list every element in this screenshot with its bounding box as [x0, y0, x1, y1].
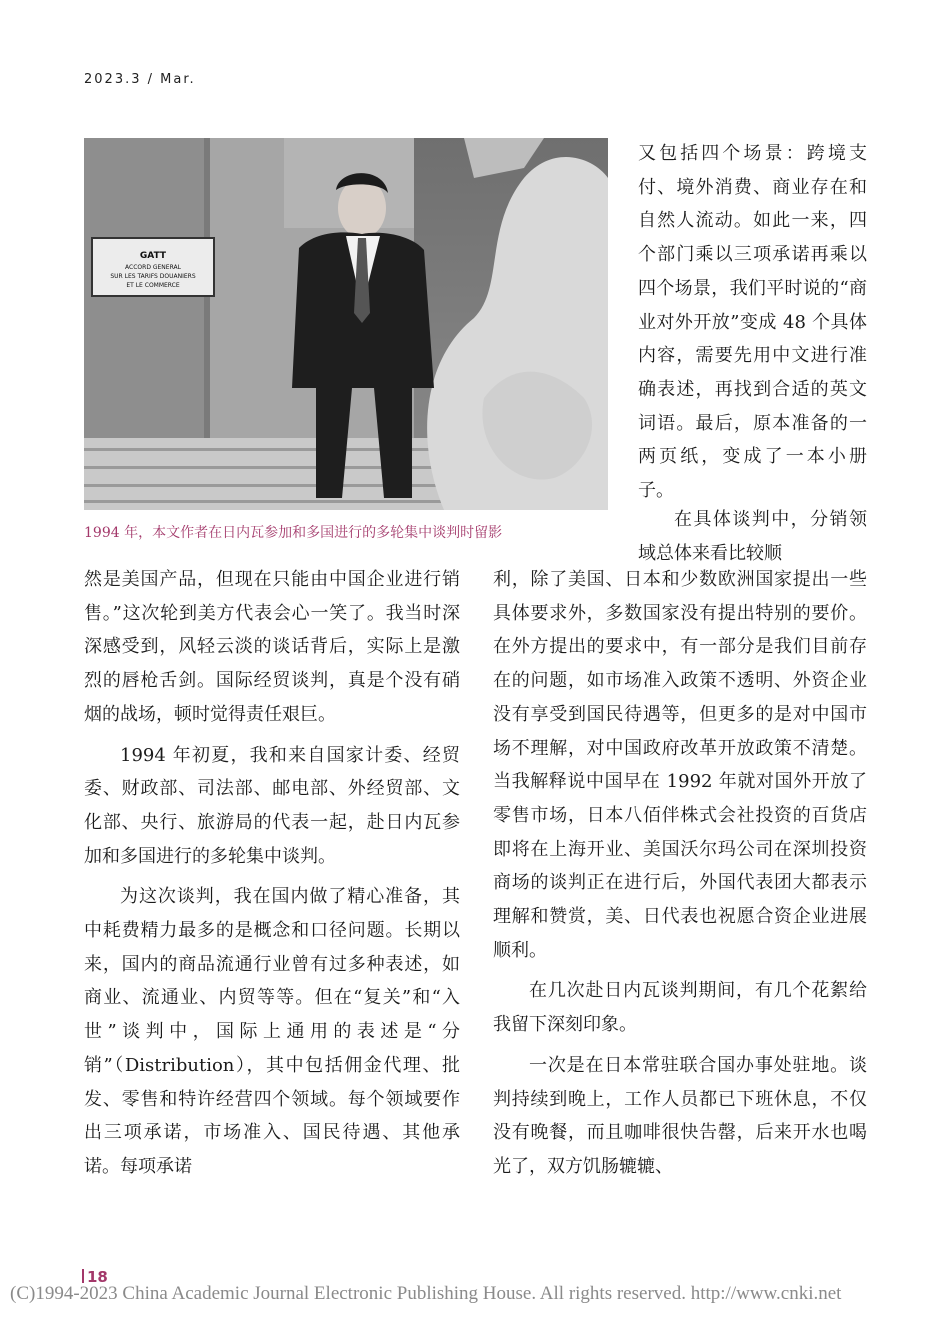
sign-line-3: SUR LES TARIFS DOUANIERS — [110, 273, 196, 280]
issue-date: 2023.3 / Mar. — [84, 72, 196, 87]
column-top-right-continued — [638, 503, 867, 570]
copyright-footer: (C)1994-2023 China Academic Journal Electronic Publishing House. All rights reserved. http://www.cnki.net — [10, 1283, 842, 1304]
column-left — [84, 563, 460, 1184]
paragraph: 在几次赴日内瓦谈判期间，有几个花絮给我留下深刻印象。 — [493, 980, 867, 1036]
sign-line-1: GATT — [139, 251, 167, 261]
paragraph: 一次是在日本常驻联合国办事处驻地。谈判持续到晚上，工作人员都已下班休息，不仅没有晚餐，而且咖啡很快告罄，后来开水也喝光了，双方饥肠辘辘、 — [493, 1054, 867, 1177]
column-top-right — [638, 137, 867, 508]
sign-line-2: ACCORD GENERAL — [125, 264, 181, 271]
paragraph: 然是美国产品，但现在只能由中国企业进行销售。”这次轮到美方代表会心一笑了。我当时深深感受到，风轻云淡的谈话背后，实际上是激烈的唇枪舌剑。国际经贸谈判，真是个没有硝烟的战场，顿时觉得责任艰巨。 — [84, 569, 460, 725]
paragraph: 在具体谈判中，分销领域总体来看比较顺 — [638, 509, 867, 564]
paragraph: 又包括四个场景：跨境支付、境外消费、商业存在和自然人流动。如此一来，四个部门乘以三项承诺再乘以四个场景，我们平时说的“商业对外开放”变成 48 个具体内容，需要先用中文进行准确表述，再找到合适的英文词语。最后，原本准备的一两页纸，变成了一本小册子。 — [638, 143, 867, 502]
column-right — [493, 563, 867, 1184]
page-number-text: 18 — [87, 1268, 108, 1286]
page-number-bar — [82, 1269, 84, 1283]
photo-caption: 1994 年，本文作者在日内瓦参加和多国进行的多轮集中谈判时留影 — [84, 525, 503, 541]
author-photo — [84, 138, 608, 510]
paragraph: 1994 年初夏，我和来自国家计委、经贸委、财政部、司法部、邮电部、外经贸部、文化部、央行、旅游局的代表一起，赴日内瓦参加和多国进行的多轮集中谈判。 — [84, 744, 460, 867]
sign-line-4: ET LE COMMERCE — [126, 282, 180, 289]
photo-illustration — [84, 138, 608, 510]
paragraph: 为这次谈判，我在国内做了精心准备，其中耗费精力最多的是概念和口径问题。长期以来，国内的商品流通行业曾有过多种表述，如商业、流通业、内贸等等。但在“复关”和“入世”谈判中，国际上通用的表述是“分销”（Distribution），其中包括佣金代理、批发、零售和特许经营四个领域。每个领域要作出三项承诺，市场准入、国民待遇、其他承诺。每项承诺 — [84, 886, 460, 1177]
paragraph: 利，除了美国、日本和少数欧洲国家提出一些具体要求外，多数国家没有提出特别的要价。在外方提出的要求中，有一部分是我们目前存在的问题，如市场准入政策不透明、外资企业没有享受到国民待遇等，但更多的是对中国市场不理解，对中国政府改革开放政策不清楚。当我解释说中国早在 1992 年就对国外开放了零售市场，日本八佰伴株式会社投资的百货店即将在上海开业、美国沃尔玛公司在深圳投资商场的谈判正在进行后，外国代表团大都表示理解和赞赏，美、日代表也祝愿合资企业进展顺利。 — [493, 569, 867, 961]
